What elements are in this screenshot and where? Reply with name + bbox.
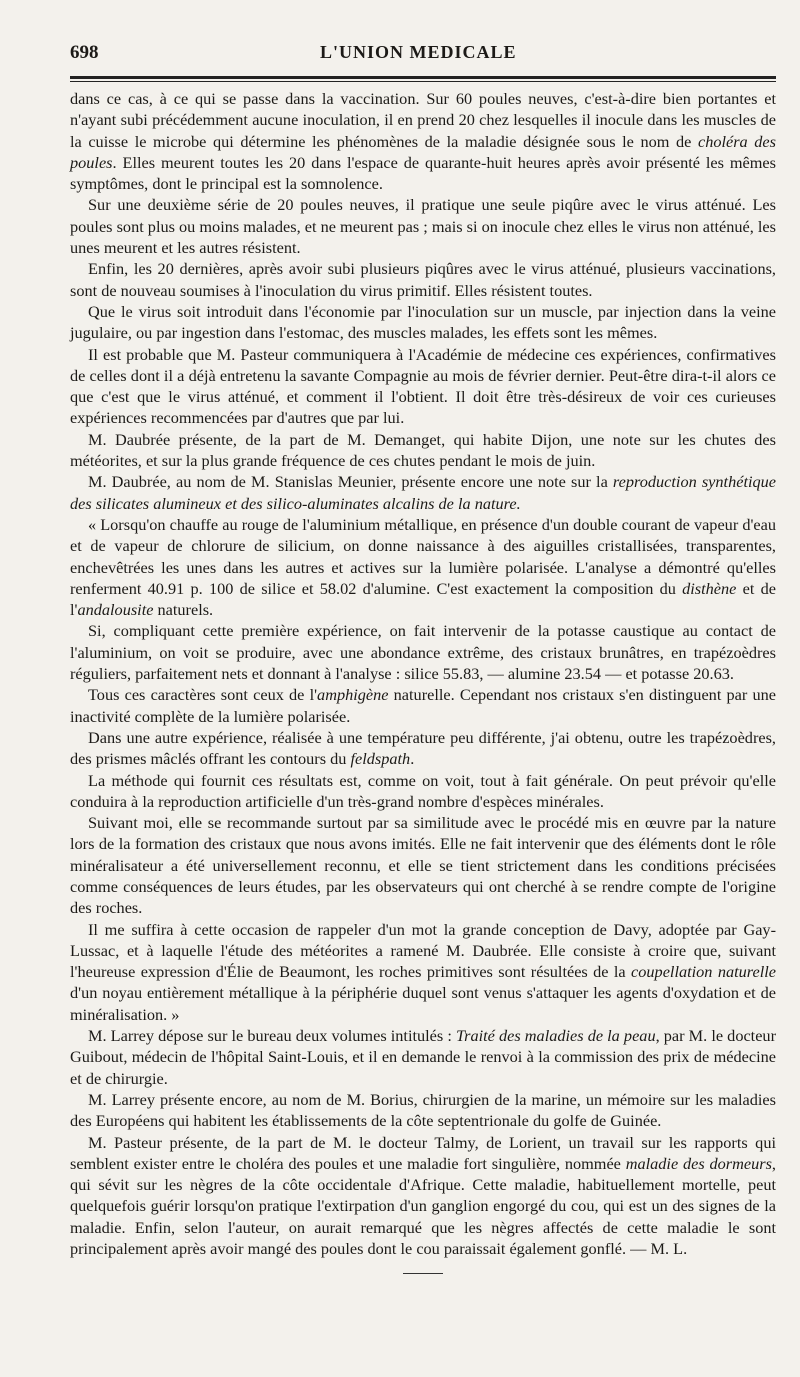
- paragraph: [70, 301, 776, 344]
- italic-run: feldspath: [350, 749, 411, 769]
- text-run: M. Daubrée, au nom de M. Stanislas Meunier, présente encore une note sur la: [88, 472, 613, 492]
- text-run: . Elles meurent toutes les 20 dans l'espace de quarante-huit heures après avoir présenté les mêmes symptômes, dont le principal est la somnolence.: [70, 152, 776, 194]
- text-run: dans ce cas, à ce qui se passe dans la vaccination. Sur 60 poules neuves, c'est-à-dire bien portantes et n'ayant subi précédemment aucune inoculation, il en prend 20 chez lesquelles il inocule dans les muscles de la cuisse le microbe qui détermine les phénomènes de la maladie désignée sous le nom de: [70, 89, 776, 151]
- paragraph: [70, 770, 776, 813]
- text-run: Enfin, les 20 dernières, après avoir subi plusieurs piqûres avec le virus atténué, plusieurs vaccinations, sont de nouveau soumises à l'inoculation du virus primitif. Elles résistent toutes.: [70, 259, 776, 300]
- paragraph: [70, 344, 776, 429]
- paragraph: [70, 1025, 776, 1089]
- text-run: , qui sévit sur les nègres de la côte occidentale d'Afrique. Cette maladie, habituellement mortelle, peut quelquefois guérir lorsqu'on pratique l'extirpation d'un ganglion engorgé du cou, qui est un des signes de la maladie. Enfin, selon l'auteur, on aurait remarqué que les nègres affectés de cette maladie le sont principalement après avoir mangé des poules dont le cou paraissait également gonflé. — M. L.: [70, 1153, 776, 1259]
- italic-run: maladie des dormeurs: [625, 1153, 772, 1173]
- text-run: M. Larrey présente encore, au nom de M. Borius, chirurgien de la marine, un mémoire sur les maladies des Européens qui habitent les établissements de la côte septentrionale du golfe de Guinée.: [70, 1089, 776, 1131]
- text-run: naturels.: [153, 600, 214, 620]
- paragraph: [70, 194, 776, 258]
- text-run: Dans une autre expérience, réalisée à une température peu différente, j'ai obtenu, outre les trapézoèdres, des prismes mâclés offrant les contours du: [70, 727, 776, 769]
- paragraph: [70, 620, 776, 684]
- paragraph: [70, 812, 776, 918]
- text-run: et de l': [70, 578, 776, 620]
- italic-run: Traité des maladies de la peau: [455, 1026, 656, 1046]
- paragraph: [70, 471, 776, 514]
- text-run: Il est probable que M. Pasteur communiquera à l'Académie de médecine ces expériences, confirmatives de celles dont il a déjà entretenu la savante Compagnie au mois de février dernier. Peut-être dira-t-il alors ce que c'est que le virus atténué, et comment il l'obtient. Il doit être très-désireux de voir ces curieuses expériences recommencées par d'autres que par lui.: [70, 344, 776, 428]
- paragraph: [70, 514, 776, 620]
- journal-title: L'UNION MEDICALE: [320, 42, 517, 62]
- paragraph: [70, 727, 776, 770]
- text-run: Si, compliquant cette première expérience, on fait intervenir de la potasse caustique au contact de l'aluminium, on voit se produire, avec une abondance extrême, des cristaux brunâtres, en trapézoèdres réguliers, parfaitement nets et donnant à l'analyse : silice 55.83, — alumine 23.54 — et potasse 20.63.: [70, 621, 776, 684]
- text-run: M. Pasteur présente, de la part de M. le docteur Talmy, de Lorient, un travail sur les rapports qui semblent exister entre le choléra des poules et une maladie fort singulière, nommée: [70, 1132, 776, 1173]
- text-run: Que le virus soit introduit dans l'économie par l'inoculation sur un muscle, par injection dans la veine jugulaire, ou par ingestion dans l'estomac, des muscles malades, les effets sont les mêmes.: [70, 301, 776, 343]
- text-run: Il me suffira à cette occasion de rappeler d'un mot la grande conception de Davy, adoptée par Gay-Lussac, et à laquelle l'étude des météorites a ramené M. Daubrée. Elle consiste à croire que, suivant l'heureuse expression d'Élie de Beaumont, les roches primitives sont résultées de la: [70, 919, 776, 982]
- italic-run: coupellation naturelle: [631, 962, 776, 982]
- text-run: Sur une deuxième série de 20 poules neuves, il pratique une seule piqûre avec le virus atténué. Les poules sont plus ou moins malades, et ne meurent pas ; mais si on inocule chez elles le virus non atténué, les unes meurent et les autres résistent.: [70, 195, 776, 258]
- italic-run: choléra des poules: [70, 131, 776, 172]
- paragraph: [70, 429, 776, 472]
- italic-run: reproduction synthétique des silicates alumineux et des silico-aluminates alcalins de la nature.: [70, 472, 776, 513]
- italic-run: amphigène: [317, 685, 389, 705]
- text-run: « Lorsqu'on chauffe au rouge de l'aluminium métallique, en présence d'un double courant de vapeur d'eau et de vapeur de chlorure de silicium, on donne naissance à des aiguilles cristallisées, transparentes, enchevêtrées les unes dans les autres et actives sur la lumière polarisée. L'analyse a démontré qu'elles renferment 40.91 p. 100 de silice et 58.02 d'alumine. C'est exactement la composition du: [70, 514, 776, 598]
- italic-run: disthène: [682, 578, 737, 598]
- page-number: 698: [70, 42, 99, 63]
- text-run: M. Larrey dépose sur le bureau deux volumes intitulés :: [88, 1026, 456, 1046]
- text-run: , par M. le docteur Guibout, médecin de l'hôpital Saint-Louis, et il en demande le renvoi à la commission des prix de médecine et de chirurgie.: [70, 1026, 776, 1088]
- italic-run: andalousite: [77, 600, 154, 620]
- running-head: [70, 42, 776, 76]
- text-run: .: [410, 749, 415, 769]
- paragraph: [70, 919, 776, 1025]
- article-body: [70, 88, 776, 1259]
- text-run: Tous ces caractères sont ceux de l': [88, 685, 318, 705]
- text-run: M. Daubrée présente, de la part de M. Demanget, qui habite Dijon, une note sur les chutes des météorites, et sur la plus grande fréquence de ces chutes pendant le mois de juin.: [70, 429, 776, 471]
- text-run: Suivant moi, elle se recommande surtout par sa similitude avec le procédé mis en œuvre par la nature lors de la formation des cristaux que nous avons imités. Elle ne fait intervenir que des éléments dont le rôle minéralisateur a été universellement reconnu, et elle se tient strictement dans les conditions précisées comme conséquences de leurs études, par les observateurs qui ont cherché à se rendre compte de l'origine des roches.: [70, 813, 776, 918]
- paragraph: [70, 1132, 776, 1260]
- paragraph: [70, 258, 776, 301]
- end-rule: [403, 1273, 443, 1274]
- text-run: naturelle. Cependant nos cristaux s'en distinguent par une inactivité complète de la lumière polarisée.: [70, 685, 776, 726]
- text-run: d'un noyau entièrement métallique à la périphérie duquel sont venus s'attaquer les agents d'oxydation et de minéralisation. »: [70, 983, 776, 1024]
- paragraph: [70, 684, 776, 727]
- text-run: La méthode qui fournit ces résultats est, comme on voit, tout à fait générale. On peut prévoir qu'elle conduira à la reproduction artificielle d'un très-grand nombre d'espèces minérales.: [70, 770, 776, 811]
- paragraph: [70, 1089, 776, 1132]
- header-rule: [70, 76, 776, 82]
- paragraph: [70, 88, 776, 194]
